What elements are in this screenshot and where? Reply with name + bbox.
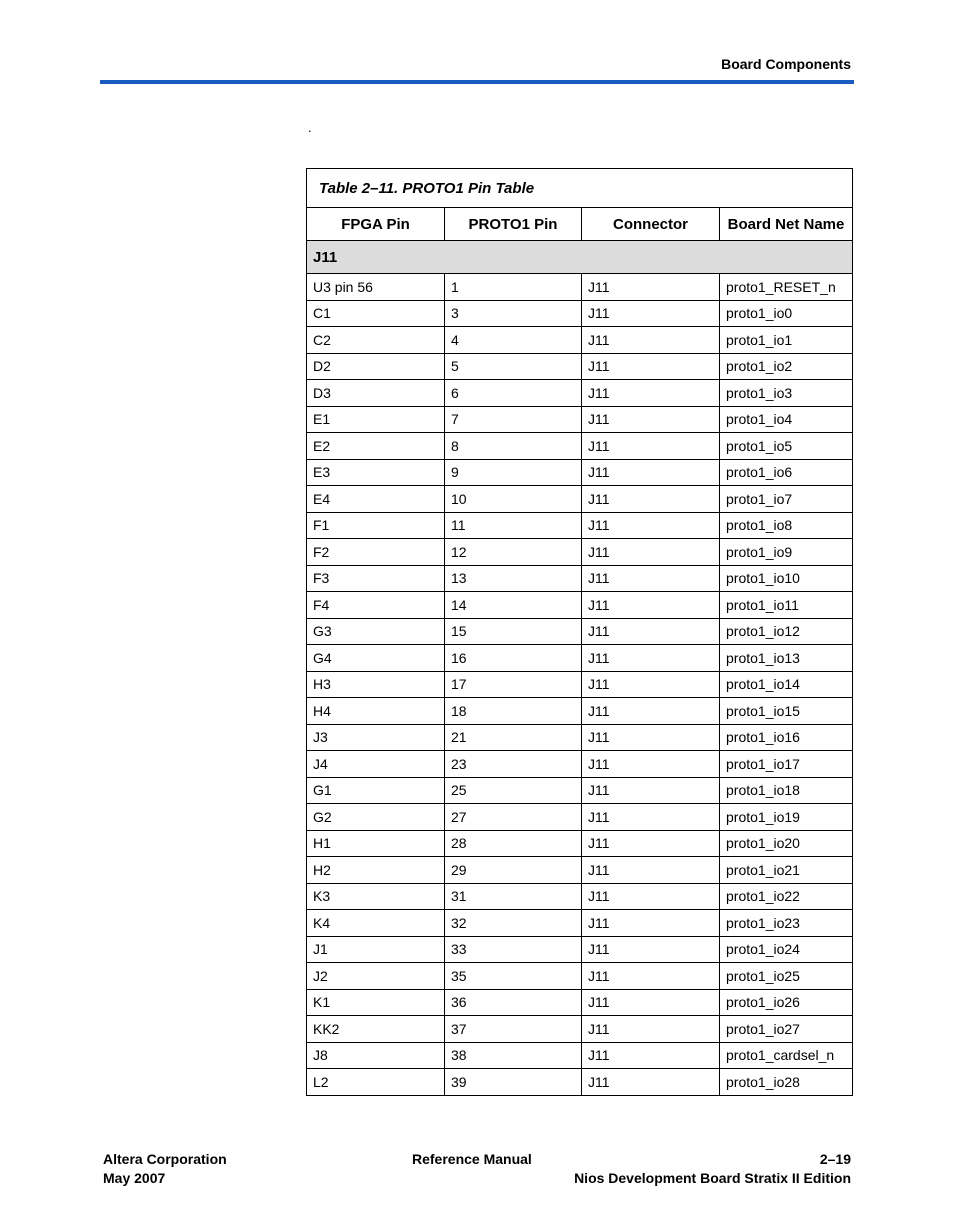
table-cell: 23 xyxy=(445,751,582,778)
table-cell: proto1_io17 xyxy=(720,751,853,778)
table-cell: J11 xyxy=(582,645,720,672)
column-header: Board Net Name xyxy=(720,208,853,241)
table-cell: 39 xyxy=(445,1069,582,1096)
table-row xyxy=(307,645,853,672)
table-cell: K1 xyxy=(307,989,445,1016)
table-cell: J11 xyxy=(582,433,720,460)
table-row xyxy=(307,989,853,1016)
table-cell: 3 xyxy=(445,300,582,327)
table-cell: E2 xyxy=(307,433,445,460)
table-cell: KK2 xyxy=(307,1016,445,1043)
table-cell: J11 xyxy=(582,486,720,513)
table-cell: J11 xyxy=(582,910,720,937)
table-cell: 36 xyxy=(445,989,582,1016)
column-header: PROTO1 Pin xyxy=(445,208,582,241)
table-row xyxy=(307,618,853,645)
table-cell: K4 xyxy=(307,910,445,937)
running-header: Board Components xyxy=(721,56,851,72)
table-cell: J11 xyxy=(582,963,720,990)
table-cell: proto1_cardsel_n xyxy=(720,1042,853,1069)
table-cell: proto1_io0 xyxy=(720,300,853,327)
table-cell: J11 xyxy=(582,512,720,539)
table-cell: 10 xyxy=(445,486,582,513)
table-cell: proto1_io28 xyxy=(720,1069,853,1096)
table-cell: J11 xyxy=(582,592,720,619)
table-cell: proto1_io14 xyxy=(720,671,853,698)
table-cell: 31 xyxy=(445,883,582,910)
table-cell: K3 xyxy=(307,883,445,910)
table-cell: proto1_io24 xyxy=(720,936,853,963)
table-cell: J11 xyxy=(582,1016,720,1043)
table-cell: proto1_io22 xyxy=(720,883,853,910)
table-row xyxy=(307,804,853,831)
table-cell: 14 xyxy=(445,592,582,619)
table-row xyxy=(307,353,853,380)
table-cell: proto1_io13 xyxy=(720,645,853,672)
table-cell: 21 xyxy=(445,724,582,751)
table-cell: 28 xyxy=(445,830,582,857)
table-cell: H3 xyxy=(307,671,445,698)
table-row xyxy=(307,274,853,301)
table-row xyxy=(307,512,853,539)
table-cell: 7 xyxy=(445,406,582,433)
table-cell: proto1_io10 xyxy=(720,565,853,592)
table-cell: F4 xyxy=(307,592,445,619)
table-cell: 8 xyxy=(445,433,582,460)
table-cell: D2 xyxy=(307,353,445,380)
table-cell: 1 xyxy=(445,274,582,301)
table-cell: J11 xyxy=(582,857,720,884)
table-cell: 16 xyxy=(445,645,582,672)
table-cell: proto1_io3 xyxy=(720,380,853,407)
table-cell: G1 xyxy=(307,777,445,804)
table-cell: 17 xyxy=(445,671,582,698)
table-cell: J11 xyxy=(582,565,720,592)
table-cell: J1 xyxy=(307,936,445,963)
footer-right xyxy=(574,1150,851,1188)
table-row xyxy=(307,459,853,486)
table-row xyxy=(307,1016,853,1043)
table-cell: J11 xyxy=(582,1042,720,1069)
pin-table xyxy=(306,168,853,1096)
table-cell: J8 xyxy=(307,1042,445,1069)
table-cell: proto1_io6 xyxy=(720,459,853,486)
footer-left xyxy=(103,1150,227,1188)
table-cell: J11 xyxy=(582,936,720,963)
table-cell: proto1_io16 xyxy=(720,724,853,751)
table-cell: proto1_io4 xyxy=(720,406,853,433)
table-cell: J11 xyxy=(582,883,720,910)
table-cell: H4 xyxy=(307,698,445,725)
table-cell: D3 xyxy=(307,380,445,407)
table-row xyxy=(307,539,853,566)
footer-company: Altera Corporation xyxy=(103,1151,227,1167)
table-row xyxy=(307,777,853,804)
table-cell: J11 xyxy=(582,327,720,354)
table-cell: proto1_io20 xyxy=(720,830,853,857)
table-cell: J11 xyxy=(582,671,720,698)
table-cell: H1 xyxy=(307,830,445,857)
table-cell: 4 xyxy=(445,327,582,354)
table-row xyxy=(307,751,853,778)
table-cell: J11 xyxy=(582,274,720,301)
table-cell: 12 xyxy=(445,539,582,566)
table-row xyxy=(307,883,853,910)
table-cell: J11 xyxy=(582,380,720,407)
table-row xyxy=(307,406,853,433)
table-cell: J11 xyxy=(582,1069,720,1096)
table-cell: proto1_io18 xyxy=(720,777,853,804)
table-cell: J11 xyxy=(582,777,720,804)
table-cell: J3 xyxy=(307,724,445,751)
footer-edition: Nios Development Board Stratix II Edition xyxy=(574,1170,851,1186)
table-cell: proto1_io1 xyxy=(720,327,853,354)
table-cell: 33 xyxy=(445,936,582,963)
table-row xyxy=(307,486,853,513)
table-cell: J11 xyxy=(582,698,720,725)
table-row xyxy=(307,724,853,751)
table-cell: 25 xyxy=(445,777,582,804)
section-row: J11 xyxy=(307,241,853,274)
table-row xyxy=(307,433,853,460)
table-header-row xyxy=(307,208,853,241)
table-cell: J4 xyxy=(307,751,445,778)
table-row xyxy=(307,830,853,857)
table-cell: proto1_io2 xyxy=(720,353,853,380)
table-cell: proto1_io23 xyxy=(720,910,853,937)
table-cell: proto1_io15 xyxy=(720,698,853,725)
table-cell: J11 xyxy=(582,989,720,1016)
column-header: Connector xyxy=(582,208,720,241)
table-cell: proto1_RESET_n xyxy=(720,274,853,301)
table-row xyxy=(307,1042,853,1069)
table-cell: proto1_io11 xyxy=(720,592,853,619)
table-cell: proto1_io5 xyxy=(720,433,853,460)
table-cell: 27 xyxy=(445,804,582,831)
table-cell: J2 xyxy=(307,963,445,990)
table-cell: E1 xyxy=(307,406,445,433)
table-cell: 5 xyxy=(445,353,582,380)
table-cell: proto1_io9 xyxy=(720,539,853,566)
table-cell: J11 xyxy=(582,459,720,486)
column-header: FPGA Pin xyxy=(307,208,445,241)
table-cell: 37 xyxy=(445,1016,582,1043)
table-cell: proto1_io19 xyxy=(720,804,853,831)
table-cell: F2 xyxy=(307,539,445,566)
table-cell: F1 xyxy=(307,512,445,539)
table-row xyxy=(307,936,853,963)
table-cell: 38 xyxy=(445,1042,582,1069)
table-cell: 32 xyxy=(445,910,582,937)
table-row xyxy=(307,300,853,327)
table-row xyxy=(307,857,853,884)
table-cell: J11 xyxy=(582,804,720,831)
footer-center xyxy=(412,1150,532,1169)
header-rule xyxy=(100,80,854,84)
table-caption: Table 2–11. PROTO1 Pin Table xyxy=(307,169,853,208)
table-cell: C2 xyxy=(307,327,445,354)
table-cell: U3 pin 56 xyxy=(307,274,445,301)
table-cell: E4 xyxy=(307,486,445,513)
table-cell: J11 xyxy=(582,751,720,778)
table-row xyxy=(307,671,853,698)
table-cell: 13 xyxy=(445,565,582,592)
table-cell: F3 xyxy=(307,565,445,592)
table-cell: G3 xyxy=(307,618,445,645)
table-cell: J11 xyxy=(582,724,720,751)
table-cell: J11 xyxy=(582,618,720,645)
table-row xyxy=(307,910,853,937)
table-cell: J11 xyxy=(582,300,720,327)
table-cell: 11 xyxy=(445,512,582,539)
table-cell: proto1_io26 xyxy=(720,989,853,1016)
table-cell: E3 xyxy=(307,459,445,486)
table-row xyxy=(307,1069,853,1096)
table-cell: J11 xyxy=(582,353,720,380)
footer-page-number: 2–19 xyxy=(819,1151,851,1167)
table-row xyxy=(307,592,853,619)
table-cell: J11 xyxy=(582,830,720,857)
table-cell: 35 xyxy=(445,963,582,990)
table-cell: 15 xyxy=(445,618,582,645)
table-cell: proto1_io12 xyxy=(720,618,853,645)
table-cell: proto1_io21 xyxy=(720,857,853,884)
table-cell: 6 xyxy=(445,380,582,407)
table-cell: 29 xyxy=(445,857,582,884)
table-cell: proto1_io25 xyxy=(720,963,853,990)
table-cell: H2 xyxy=(307,857,445,884)
table-cell: 18 xyxy=(445,698,582,725)
table-cell: G2 xyxy=(307,804,445,831)
footer-doc-type: Reference Manual xyxy=(412,1151,532,1167)
table-row xyxy=(307,380,853,407)
table-cell: proto1_io7 xyxy=(720,486,853,513)
table-cell: G4 xyxy=(307,645,445,672)
table-cell: 9 xyxy=(445,459,582,486)
table-row xyxy=(307,963,853,990)
footer-date: May 2007 xyxy=(103,1170,166,1186)
table-row xyxy=(307,565,853,592)
table-cell: J11 xyxy=(582,406,720,433)
table-row xyxy=(307,698,853,725)
stray-mark: . xyxy=(308,120,312,135)
table-cell: proto1_io27 xyxy=(720,1016,853,1043)
table-cell: C1 xyxy=(307,300,445,327)
table-cell: L2 xyxy=(307,1069,445,1096)
table-row xyxy=(307,327,853,354)
table-cell: J11 xyxy=(582,539,720,566)
table-cell: proto1_io8 xyxy=(720,512,853,539)
